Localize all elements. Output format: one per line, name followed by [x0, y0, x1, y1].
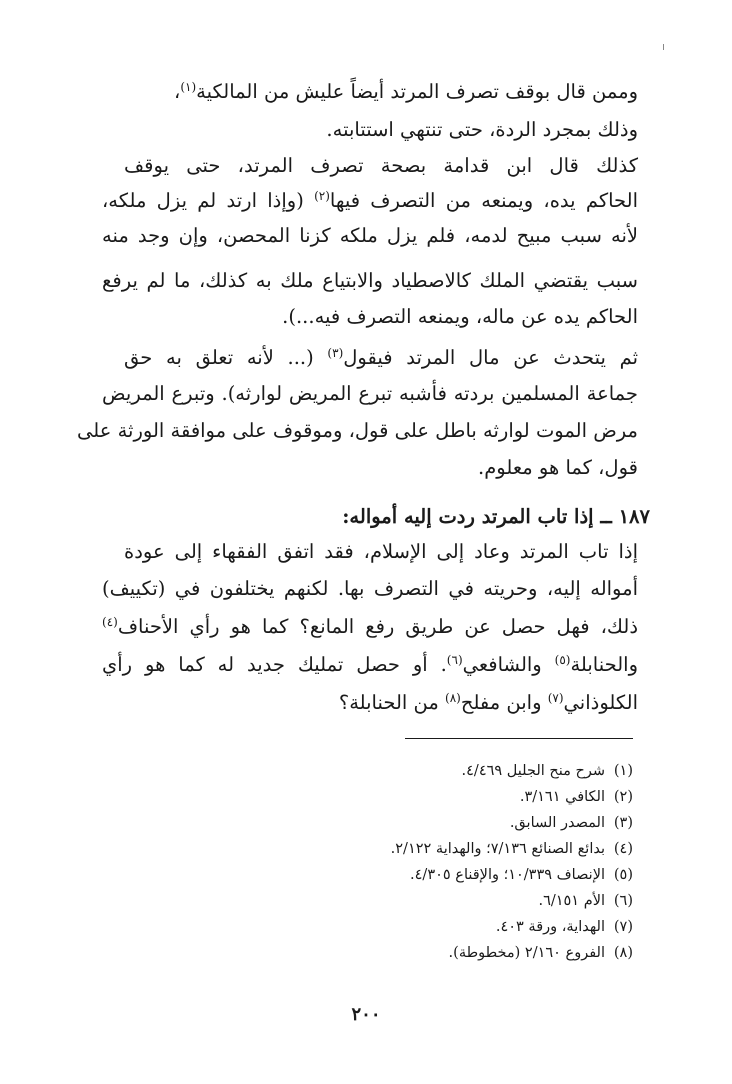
body-line: ذلك، فهل حصل عن طريق رفع المانع؟ كما هو رأي الأحناف$^{(٤)}$	[102, 615, 638, 638]
footnote-number: (٧)	[613, 919, 633, 935]
footnote-text: الفروع ٢/١٦٠ (مخطوطة).	[448, 945, 605, 961]
body-line: الحاكم يده، ويمنعه من التصرف فيها$^{(٢)}$ (وإذا ارتد لم يزل ملكه،	[102, 189, 638, 212]
footnote-ref: (٧)	[547, 691, 564, 705]
body-line: لأنه سبب مبيح لدمه، فلم يزل ملكه كزنا المحصن، وإن وجد منه	[102, 224, 638, 247]
footnote-number: (٨)	[613, 945, 633, 961]
footnote-text: الهداية، ورقة ٤٠٣.	[495, 919, 605, 935]
footnote	[496, 916, 633, 938]
footnote-ref: (٢)	[314, 189, 330, 203]
footnote-text: الإنصاف ١٠/٣٣٩؛ والإقناع ٤/٣٠٥.	[410, 867, 605, 883]
body-line: مرض الموت لوارثه باطل على قول، وموقوف على موافقة الورثة على	[77, 419, 638, 442]
footnote-number: (٣)	[613, 815, 633, 831]
footnote	[462, 760, 633, 782]
footnote-ref: (٥)	[554, 653, 571, 667]
body-line: إذا تاب المرتد وعاد إلى الإسلام، فقد اتفق الفقهاء إلى عودة	[124, 540, 638, 563]
footnote-text: المصدر السابق.	[509, 815, 605, 831]
footnote-number: (٢)	[613, 789, 633, 805]
body-line: كذلك قال ابن قدامة بصحة تصرف المرتد، حتى يوقف	[124, 154, 638, 177]
footnote-number: (٦)	[613, 893, 633, 909]
body-line: الكلوذاني$^{(٧)}$ وابن مفلح$^{(٨)}$ من الحنابلة؟	[338, 691, 638, 714]
footnote-ref: (٦)	[446, 653, 463, 667]
footnote-ref: (٨)	[445, 691, 461, 705]
footnote-separator	[405, 738, 633, 739]
body-line: وممن قال بوقف تصرف المرتد أيضاً عليش من المالكية$^{(١)}$،	[174, 80, 638, 103]
footnote	[538, 890, 633, 912]
footnote-text: شرح منح الجليل ٤/٤٦٩.	[461, 763, 605, 779]
footnote-ref: (٤)	[102, 615, 118, 629]
footnote-text: بدائع الصنائع ٧/١٣٦؛ والهداية ٢/١٢٢.	[390, 841, 605, 857]
footnote	[510, 812, 633, 834]
footnote-number: (٤)	[613, 841, 633, 857]
footnote	[410, 864, 633, 886]
section-heading: ١٨٧ ــ إذا تاب المرتد ردت إليه أمواله:	[342, 505, 650, 528]
footnote-number: (١)	[613, 763, 633, 779]
footnote	[391, 838, 633, 860]
footnote	[449, 942, 633, 964]
footnote-number: (٥)	[613, 867, 633, 883]
body-line: سبب يقتضي الملك كالاصطياد والابتياع ملك به كذلك، ما لم يرفع	[102, 269, 638, 292]
body-line: الحاكم يده عن ماله، ويمنعه التصرف فيه...).	[282, 305, 638, 328]
body-line: أمواله إليه، وحريته في التصرف بها. لكنهم يختلفون في (تكييف)	[102, 577, 638, 600]
page-number: ٢٠٠	[351, 1004, 381, 1025]
footnote	[520, 786, 633, 808]
footnote-ref: (٣)	[327, 346, 344, 360]
body-line: قول، كما هو معلوم.	[478, 456, 638, 479]
footnote-ref: (١)	[180, 80, 197, 94]
body-line: وذلك بمجرد الردة، حتى تنتهي استتابته.	[326, 118, 638, 141]
edge-mark	[663, 44, 664, 50]
footnote-text: الكافي ٣/١٦١.	[519, 789, 605, 805]
footnote-text: الأم ٦/١٥١.	[538, 893, 605, 909]
body-line: جماعة المسلمين بردته فأشبه تبرع المريض لوارثه). وتبرع المريض	[102, 382, 638, 405]
body-line: ثم يتحدث عن مال المرتد فيقول$^{(٣)}$ (... لأنه تعلق به حق	[124, 346, 639, 369]
body-line: والحنابلة$^{(٥)}$ والشافعي$^{(٦)}$. أو حصل تمليك جديد له كما هو رأي	[102, 653, 638, 676]
